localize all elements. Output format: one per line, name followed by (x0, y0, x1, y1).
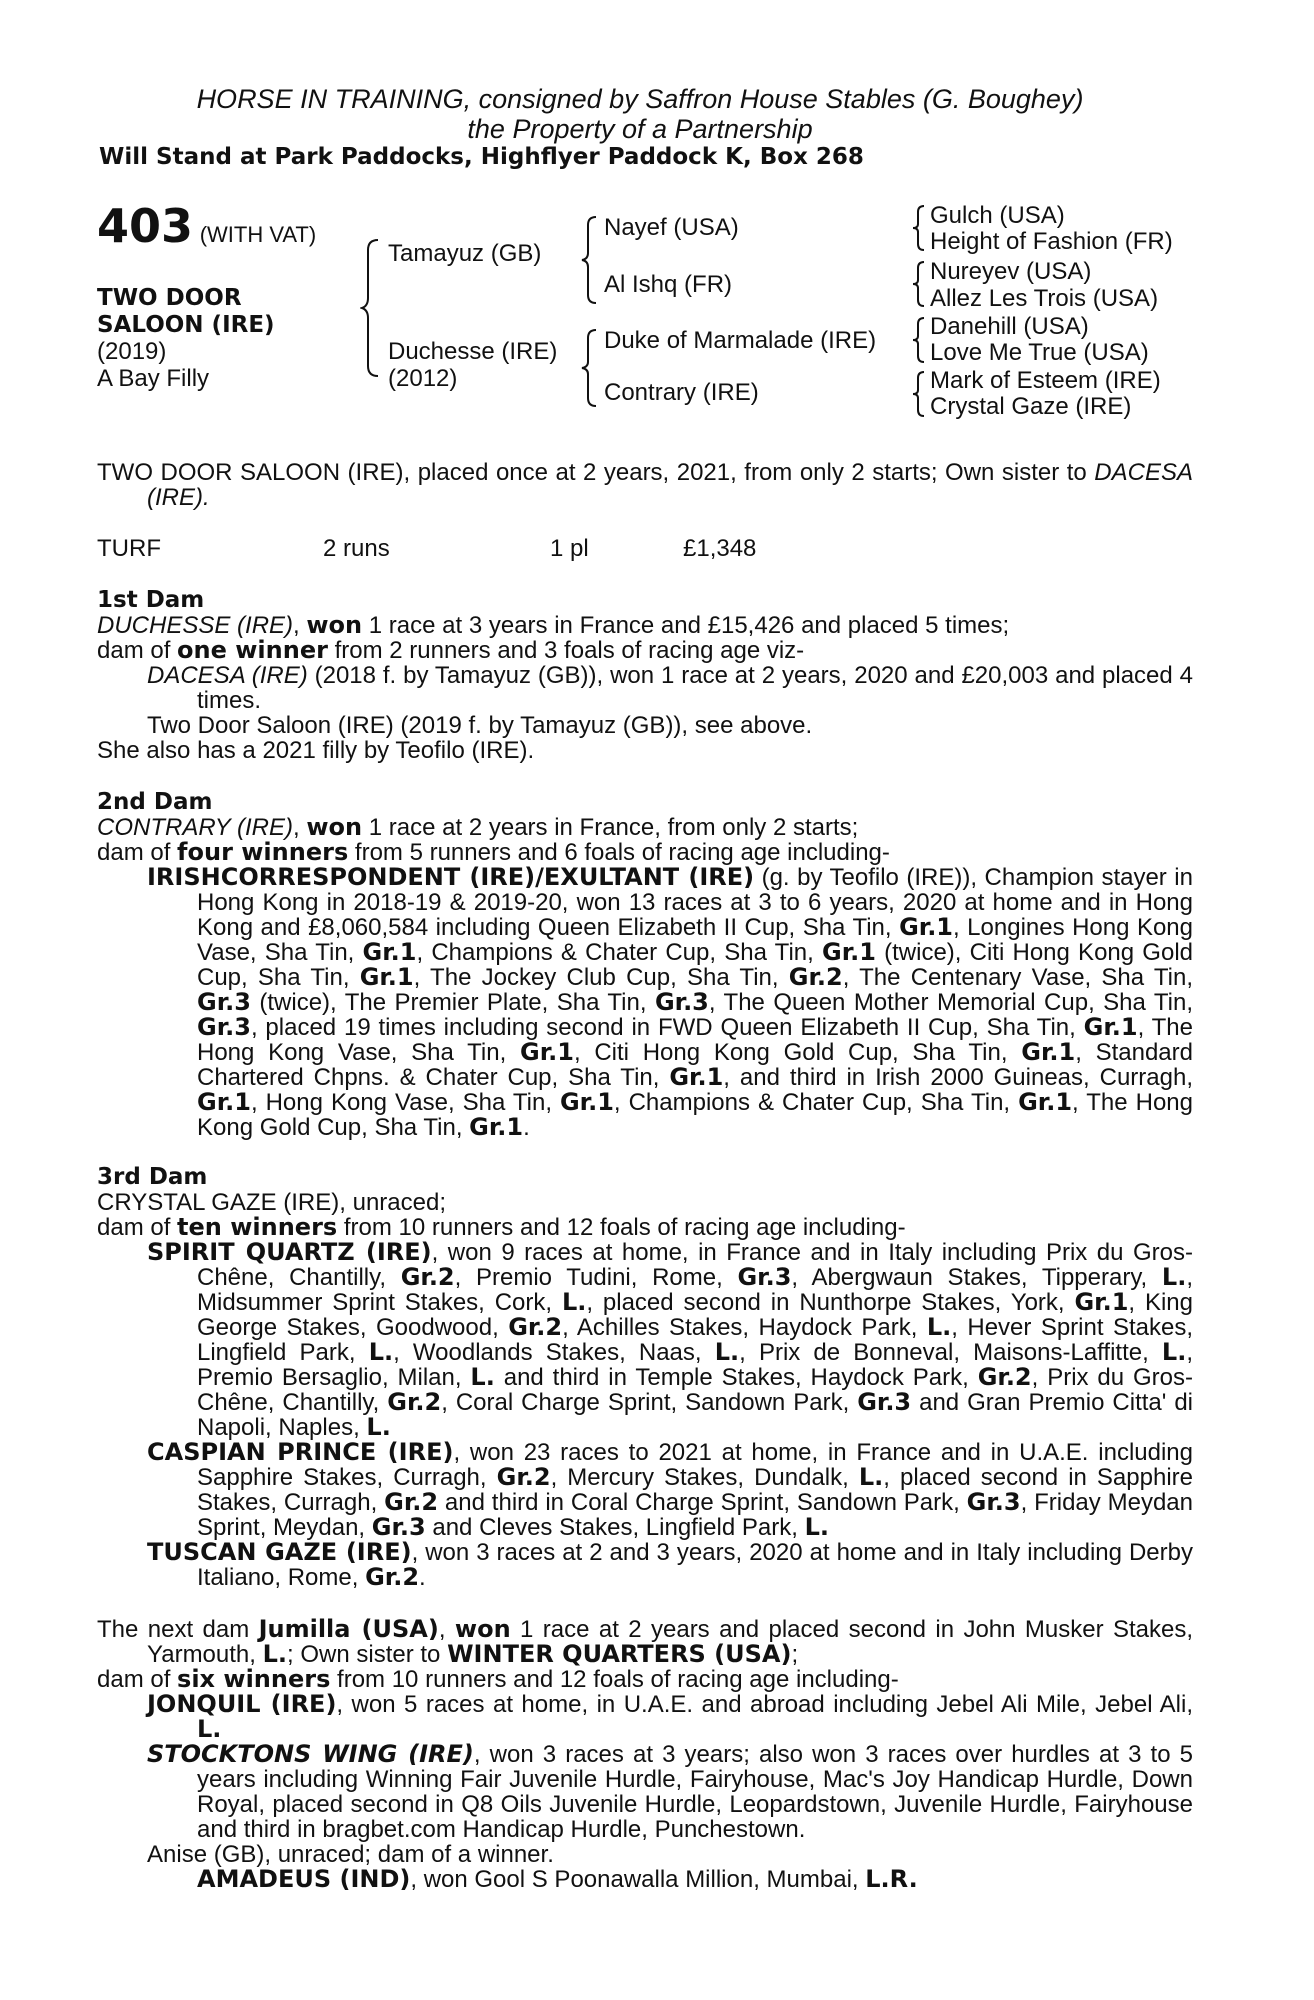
next-dam-winners: six winners (177, 1665, 331, 1693)
first-dam-text1: 1 race at 3 years in France and £15,426 and placed 5 times; (362, 612, 1010, 639)
third-dam-heading: 3rd Dam (97, 1164, 208, 1190)
next-dam-progeny-3: Anise (GB), unraced; dam of a winner. (147, 1841, 554, 1868)
pedigree-dsd: Love Me True (USA) (930, 339, 1149, 366)
next-dam-progeny-2: STOCKTONS WING (IRE), won 3 races at 3 years; also won 3 races over hurdles at 3 to 5 years including Winning Fair Juvenile Hurdle, Fairyhouse, Mac's Joy Handicap Hurdle, Down Royal, placed second in Q8 Oils Juvenile Hurdle, Leopardstown, Juvenile Hurdle, Fairyhouse and third in bragbet.com Handicap Hurdle, Punchestown. (147, 1740, 1193, 1843)
record-runs: 2 runs (323, 535, 390, 562)
pedigree-ssd: Height of Fashion (FR) (930, 228, 1173, 255)
second-dam-dam-of: dam of (97, 839, 178, 866)
third-dam-winners: ten winners (177, 1213, 338, 1241)
header-line-3: Will Stand at Park Paddocks, Highflyer Paddock K, Box 268 (99, 144, 864, 170)
first-dam-progeny1-text: (2018 f. by Tamayuz (GB)), won 1 race at 2 years, 2020 and £20,003 and placed 4 times. (197, 662, 1193, 714)
first-dam-section: 1st Dam DUCHESSE (IRE), won 1 race at 3 years in France and £15,426 and placed 5 times; dam of one winner from 2 runners and 3 foals of racing age viz- DACESA (IRE) (2018 f. by Tamayuz (GB)), won 1 race at 2 years, 2020 and £20,003 and placed 4 times. Two Door Saloon (IRE) (2019 f. by Tamayuz (GB)), see above. She also has a 2021 filly by Teofilo (IRE). (97, 587, 1193, 764)
next-dam-progeny-4: AMADEUS (IND), won Gool S Poonawalla Million, Mumbai, L.R. (197, 1865, 918, 1893)
record-placed: 1 pl (550, 535, 589, 562)
first-dam-progeny2: Two Door Saloon (IRE) (2019 f. by Tamayuz (GB)), see above. (147, 712, 813, 739)
pedigree-brace-g3-1 (912, 204, 928, 252)
second-dam-winners: four winners (177, 838, 349, 866)
first-dam-text2: from 2 runners and 3 foals of racing age viz- (327, 637, 805, 664)
pedigree-sire-dam: Al Ishq (FR) (604, 271, 733, 298)
pedigree-dam-year: (2012) (388, 365, 458, 392)
record-earnings: £1,348 (683, 535, 757, 562)
pedigree-dam-sire: Duke of Marmalade (IRE) (604, 327, 877, 354)
third-dam-name: CRYSTAL GAZE (IRE), unraced; (97, 1189, 446, 1216)
first-dam-name: DUCHESSE (IRE) (97, 612, 294, 639)
horse-name-line-2: SALOON (IRE) (97, 312, 275, 338)
next-dam-text2: from 10 runners and 12 foals of racing age including- (330, 1666, 899, 1693)
second-dam-name: CONTRARY (IRE) (97, 814, 294, 841)
second-dam-progeny: IRISHCORRESPONDENT (IRE)/EXULTANT (IRE) (g. by Teofilo (IRE)), Champion stayer in Hong Kong in 2018-19 & 2019-20, won 13 races at 3 to 6 years, 2020 at home and in Hong Kong and £8,060,584 including Queen Elizabeth II Cup, Sha Tin, Gr.1, Longines Hong Kong Vase, Sha Tin, Gr.1, Champions & Chater Cup, Sha Tin, Gr.1 (twice), Citi Hong Kong Gold Cup, Sha Tin, Gr.1, The Jockey Club Cup, Sha Tin, Gr.2, The Centenary Vase, Sha Tin, Gr.3 (twice), The Premier Plate, Sha Tin, Gr.3, The Queen Mother Memorial Cup, Sha Tin, Gr.3, placed 19 times including second in FWD Queen Elizabeth II Cup, Sha Tin, Gr.1, The Hong Kong Vase, Sha Tin, Gr.1, Citi Hong Kong Gold Cup, Sha Tin, Gr.1, Standard Chartered Chpns. & Chater Cup, Sha Tin, Gr.1, and third in Irish 2000 Guineas, Curragh, Gr.1, Hong Kong Vase, Sha Tin, Gr.1, Champions & Chater Cup, Sha Tin, Gr.1, The Hong Kong Gold Cup, Sha Tin, Gr.1. (147, 863, 1194, 1141)
pedigree-brace-sire (580, 215, 602, 305)
pedigree-dds: Mark of Esteem (IRE) (930, 367, 1161, 394)
third-dam-section (97, 1165, 1193, 1590)
progeny-name: IRISHCORRESPONDENT (IRE)/EXULTANT (IRE) (147, 863, 755, 891)
first-dam-winners: one winner (177, 636, 328, 664)
lot-number: 403 (97, 199, 194, 253)
pedigree-sire: Tamayuz (GB) (388, 240, 542, 267)
first-dam-heading: 1st Dam (97, 587, 205, 613)
second-dam-text1: 1 race at 2 years in France, from only 2 starts; (362, 814, 859, 841)
pedigree-dss: Danehill (USA) (930, 313, 1089, 340)
second-dam-won: won (306, 813, 363, 841)
pedigree-sss: Gulch (USA) (930, 202, 1065, 229)
first-dam-also: She also has a 2021 filly by Teofilo (IRE). (97, 737, 535, 764)
pedigree-sds: Nureyev (USA) (930, 258, 1092, 285)
pedigree-brace-g3-3 (912, 316, 928, 364)
next-dam-dam-of: dam of (97, 1666, 178, 1693)
summary-text: TWO DOOR SALOON (IRE), placed once at 2 years, 2021, from only 2 starts; Own sister to (97, 459, 1087, 486)
horse-description: A Bay Filly (97, 365, 210, 392)
pedigree-sdd: Allez Les Trois (USA) (930, 285, 1159, 312)
first-dam-won: won (306, 611, 363, 639)
pedigree-dam: Duchesse (IRE) (388, 338, 558, 365)
pedigree-brace-g3-4 (912, 370, 928, 418)
foaling-year: (2019) (97, 338, 167, 365)
summary (97, 460, 1193, 510)
first-dam-progeny1-name: DACESA (IRE) (147, 662, 308, 689)
pedigree-brace-dam (580, 328, 602, 408)
next-dam-section: The next dam Jumilla (USA), won 1 race at 2 years and placed second in John Musker Stakes, Yarmouth, L.; Own sister to WINTER QUARTERS (USA); dam of six winners from 10 runners and 12 foals of racing age including- JONQUIL (IRE), won 5 races at home, in U.A.E. and abroad including Jebel Ali Mile, Jebel Ali, L. STOCKTONS WING (IRE), won 3 races at 3 years; also won 3 races over hurdles at 3 to 5 years including Winning Fair Juvenile Hurdle, Fairyhouse, Mac's Joy Handicap Hurdle, Down Royal, placed second in Q8 Oils Juvenile Hurdle, Leopardstown, Juvenile Hurdle, Fairyhouse and third in bragbet.com Handicap Hurdle, Punchestown. Anise (GB), unraced; dam of a winner. AMADEUS (IND), won Gool S Poonawalla Million, Mumbai, L.R. (97, 1615, 1193, 1893)
second-dam-section: 2nd Dam CONTRARY (IRE), won 1 race at 2 years in France, from only 2 starts; dam of four winners from 5 runners and 6 foals of racing age including- IRISHCORRESPONDENT (IRE)/EXULTANT (IRE) (g. by Teofilo (IRE)), Champion stayer in Hong Kong in 2018-19 & 2019-20, won 13 races at 3 to 6 years, 2020 at home and in Hong Kong and £8,060,584 including Queen Elizabeth II Cup, Sha Tin, Gr.1, Longines Hong Kong Vase, Sha Tin, Gr.1, Champions & Chater Cup, Sha Tin, Gr.1 (twice), Citi Hong Kong Gold Cup, Sha Tin, Gr.1, The Jockey Club Cup, Sha Tin, Gr.2, The Centenary Vase, Sha Tin, Gr.3 (twice), The Premier Plate, Sha Tin, Gr.3, The Queen Mother Memorial Cup, Sha Tin, Gr.3, placed 19 times including second in FWD Queen Elizabeth II Cup, Sha Tin, Gr.1, The Hong Kong Vase, Sha Tin, Gr.1, Citi Hong Kong Gold Cup, Sha Tin, Gr.1, Standard Chartered Chpns. & Chater Cup, Sha Tin, Gr.1, and third in Irish 2000 Guineas, Curragh, Gr.1, Hong Kong Vase, Sha Tin, Gr.1, Champions & Chater Cup, Sha Tin, Gr.1, The Hong Kong Gold Cup, Sha Tin, Gr.1. (97, 789, 1194, 1141)
third-dam-progeny-3: TUSCAN GAZE (IRE), won 3 races at 2 and 3 years, 2020 at home and in Italy including Derby Italiano, Rome, Gr.2. (147, 1538, 1193, 1591)
second-dam-heading: 2nd Dam (97, 789, 213, 815)
next-dam-intro: The next dam (97, 1616, 259, 1643)
third-dam-progeny-1: SPIRIT QUARTZ (IRE), won 9 races at home, in France and in Italy including Prix du Gros-Chêne, Chantilly, Gr.2, Premio Tudini, Rome, Gr.3, Abergwaun Stakes, Tipperary, L., Midsummer Sprint Stakes, Cork, L., placed second in Nunthorpe Stakes, York, Gr.1, King George Stakes, Goodwood, Gr.2, Achilles Stakes, Haydock Park, L., Hever Sprint Stakes, Lingfield Park, L., Woodlands Stakes, Naas, L., Prix de Bonneval, Maisons-Laffitte, L., Premio Bersaglio, Milan, L. and third in Temple Stakes, Haydock Park, Gr.2, Prix du Gros-Chêne, Chantilly, Gr.2, Coral Charge Sprint, Sandown Park, Gr.3 and Gran Premio Citta' di Napoli, Naples, L. (147, 1238, 1194, 1441)
pedigree-ddd: Crystal Gaze (IRE) (930, 393, 1132, 420)
header-line-1: HORSE IN TRAINING, consigned by Saffron House Stables (G. Boughey) (196, 84, 1084, 114)
pedigree-sire-sire: Nayef (USA) (604, 214, 739, 241)
pedigree-brace-main (360, 238, 390, 378)
summary-sister: DACESA (IRE). (147, 459, 1193, 511)
header-line-2: the Property of a Partnership (467, 114, 813, 144)
pedigree-dam-dam: Contrary (IRE) (604, 379, 759, 406)
pedigree-brace-g3-2 (912, 260, 928, 308)
vat-label: (WITH VAT) (199, 222, 317, 247)
horse-name-line-1: TWO DOOR (97, 285, 242, 311)
record-surface: TURF (97, 535, 161, 562)
first-dam-dam-of: dam of (97, 637, 178, 664)
next-dam-progeny-1: JONQUIL (IRE), won 5 races at home, in U.A.E. and abroad including Jebel Ali Mile, Jebel Ali, L. (147, 1690, 1193, 1743)
next-dam-sister: WINTER QUARTERS (USA) (447, 1640, 792, 1668)
next-dam-won: won (454, 1615, 511, 1643)
third-dam-dam-of: dam of (97, 1214, 178, 1241)
third-dam-text2: from 10 runners and 12 foals of racing age including- (337, 1214, 906, 1241)
lot-block (97, 199, 317, 253)
second-dam-text2: from 5 runners and 6 foals of racing age including- (348, 839, 890, 866)
next-dam-name: Jumilla (USA) (258, 1615, 439, 1643)
third-dam-progeny-2: CASPIAN PRINCE (IRE), won 23 races to 2021 at home, in France and in U.A.E. including Sapphire Stakes, Curragh, Gr.2, Mercury Stakes, Dundalk, L., placed second in Sapphire Stakes, Curragh, Gr.2 and third in Coral Charge Sprint, Sandown Park, Gr.3, Friday Meydan Sprint, Meydan, Gr.3 and Cleves Stakes, Lingfield Park, L. (147, 1438, 1194, 1541)
